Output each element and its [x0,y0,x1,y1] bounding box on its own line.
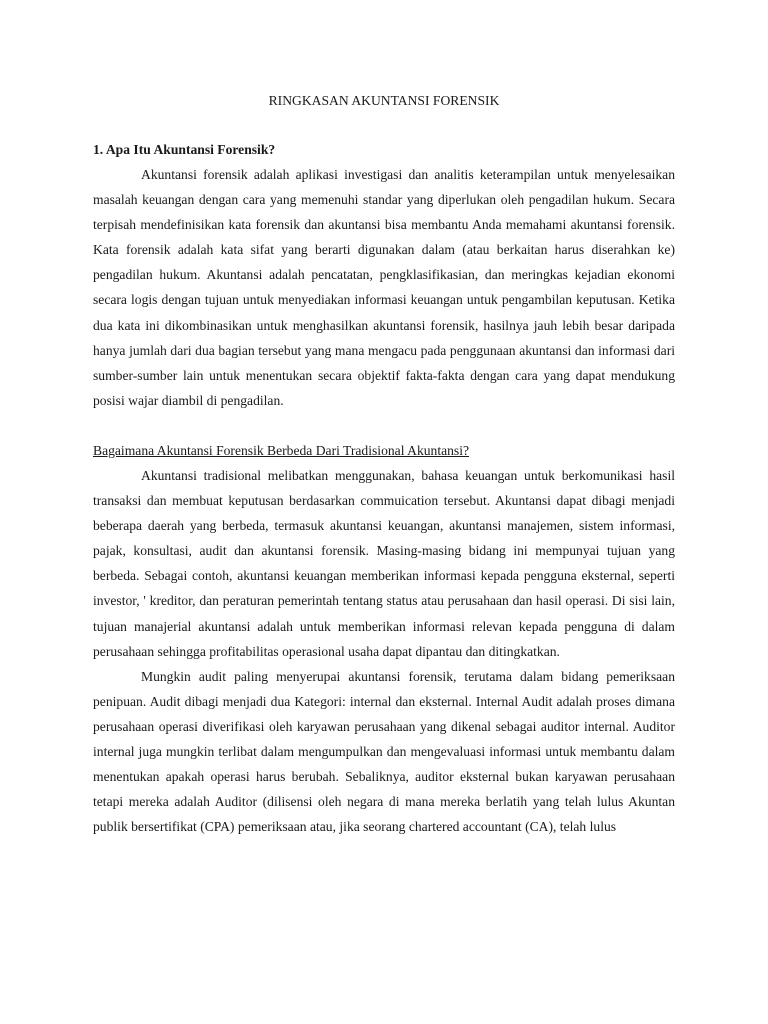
section-1-paragraph-1: Akuntansi forensik adalah aplikasi investigasi dan analitis keterampilan untuk menyelesaikan masalah keuangan dengan cara yang memenuhi standar yang diperlukan oleh pengadilan hukum. Secara terpisah mendefinisikan kata forensik dan akuntansi bisa membantu Anda memahami akuntansi forensik. Kata forensik adalah kata sifat yang berarti digunakan dalam (atau berkaitan harus diserahkan ke) pengadilan hukum. Akuntansi adalah pencatatan, pengklasifikasian, dan meringkas kejadian ekonomi secara logis dengan tujuan untuk menyediakan informasi keuangan untuk pengambilan keputusan. Ketika dua kata ini dikombinasikan untuk menghasilkan akuntansi forensik, hasilnya jauh lebih besar daripada hanya jumlah dari dua bagian tersebut yang mana mengacu pada penggunaan akuntansi dan informasi dari sumber-sumber lain untuk menentukan secara objektif fakta-fakta dengan cara yang dapat mendukung posisi wajar diambil di pengadilan. [93,167,675,408]
section-2-heading: Bagaimana Akuntansi Forensik Berbeda Dari Tradisional Akuntansi? [93,442,470,458]
document-page [93,88,675,839]
section-spacer [93,413,675,438]
document-title: RINGKASAN AKUNTANSI FORENSIK [268,93,500,108]
section-2-paragraph-1: Akuntansi tradisional melibatkan menggunakan, bahasa keuangan untuk berkomunikasi hasil transaksi dan membuat keputusan berdasarkan commuication tersebut. Akuntansi dapat dibagi menjadi beberapa daerah yang berbeda, termasuk akuntansi keuangan, akuntansi manajemen, sistem informasi, pajak, konsultasi, audit dan akuntansi forensik. Masing-masing bidang ini mempunyai tujuan yang berbeda. Sebagai contoh, akuntansi keuangan memberikan informasi kepada pengguna eksternal, seperti investor, ' kreditor, dan peraturan pemerintah tentang status atau perusahaan dan hasil operasi. Di sisi lain, tujuan manajerial akuntansi adalah untuk memberikan informasi relevan kepada pengguna di dalam perusahaan sehingga profitabilitas operasional usaha dapat dipantau dan ditingkatkan. [93,467,675,659]
section-1-heading: 1. Apa Itu Akuntansi Forensik? [93,142,276,157]
section-2-paragraph-2: Mungkin audit paling menyerupai akuntansi forensik, terutama dalam bidang pemeriksaan penipuan. Audit dibagi menjadi dua Kategori: internal dan eksternal. Internal Audit adalah proses dimana perusahaan operasi diverifikasi oleh karyawan perusahaan yang dikenal sebagai auditor internal. Auditor internal juga mungkin terlibat dalam mengumpulkan dan mengevaluasi informasi untuk membantu dalam menentukan apakah operasi harus berubah. Sebaliknya, auditor eksternal bukan karyawan perusahaan tetapi mereka adalah Auditor (dilisensi oleh negara di mana mereka berlatih yang telah lulus Akuntan publik bersertifikat (CPA) pemeriksaan atau, jika seorang chartered accountant (CA), telah lulus [93,668,675,835]
